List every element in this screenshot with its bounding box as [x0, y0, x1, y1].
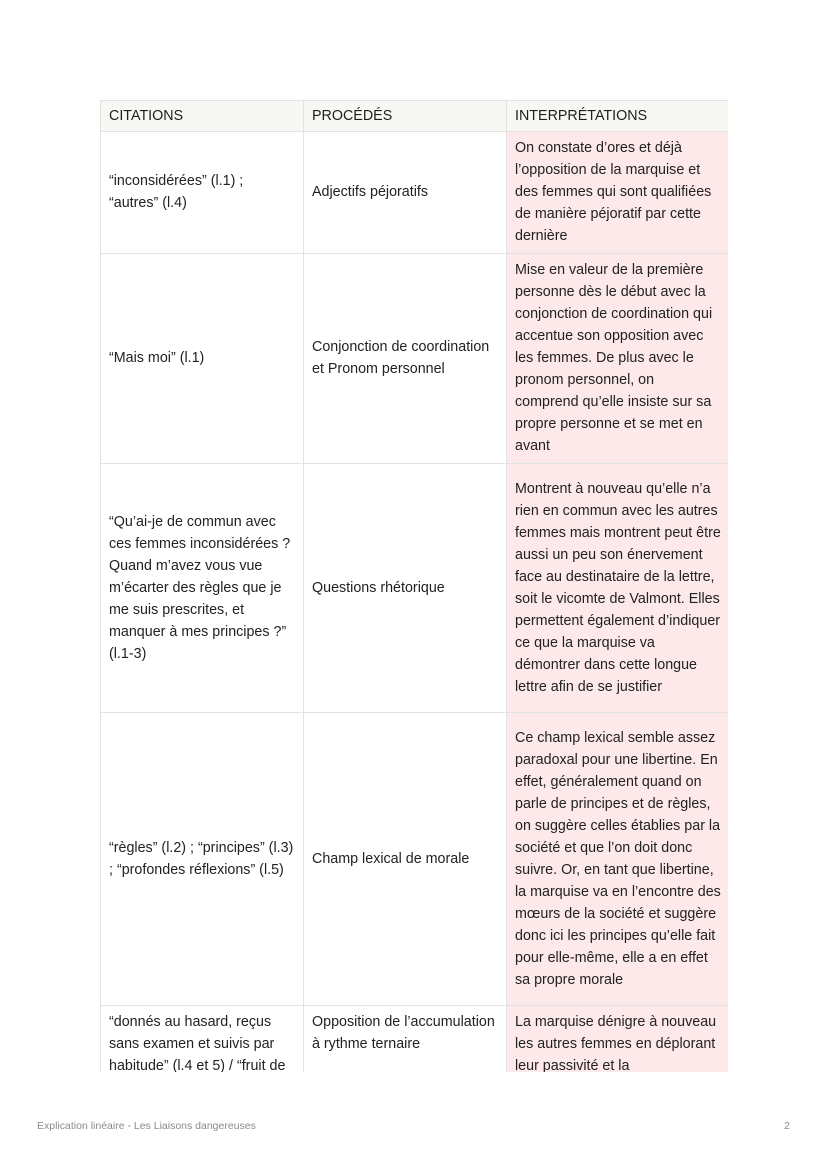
procede-cell: Questions rhétorique	[304, 464, 507, 713]
citation-cell: “Mais moi” (l.1)	[101, 254, 304, 464]
interpretation-cell: La marquise dénigre à nouveau les autres femmes en déplorant leur passivité et la	[507, 1006, 729, 1073]
interpretation-cell: On constate d’ores et déjà l’opposition de la marquise et des femmes qui sont qualifiées de manière péjoratif par cette dernière	[507, 132, 729, 254]
analysis-table-container	[100, 100, 728, 1072]
table-row	[101, 464, 729, 713]
table-header-row	[101, 101, 729, 132]
interpretation-cell: Ce champ lexical semble assez paradoxal pour une libertine. En effet, généralement quand on parle de principes et de règles, on suggère celles établies par la société et que l’on doit donc suivre. Or, en tant que libertine, la marquise va en l’encontre des mœurs de la société et suggère donc ici les principes qu’elle fait pour elle-même, elle a en effet sa propre morale	[507, 713, 729, 1006]
header-procedes: PROCÉDÉS	[304, 101, 507, 132]
citation-cell: “inconsidérées” (l.1) ; “autres” (l.4)	[101, 132, 304, 254]
citation-cell: “Qu’ai-je de commun avec ces femmes inconsidérées ? Quand m’avez vous vue m’écarter des règles que je me suis prescrites, et manquer à mes principes ?” (l.1-3)	[101, 464, 304, 713]
table-row	[101, 254, 729, 464]
procede-cell: Conjonction de coordination et Pronom personnel	[304, 254, 507, 464]
procede-cell: Champ lexical de morale	[304, 713, 507, 1006]
table-row	[101, 1006, 729, 1073]
footer-document-title: Explication linéaire - Les Liaisons dangereuses	[37, 1120, 256, 1132]
procede-cell: Opposition de l’accumulation à rythme ternaire	[304, 1006, 507, 1073]
procede-cell: Adjectifs péjoratifs	[304, 132, 507, 254]
interpretation-cell: Montrent à nouveau qu’elle n’a rien en commun avec les autres femmes mais montrent peut être aussi un peu son énervement face au destinataire de la lettre, soit le vicomte de Valmont. Elles permettent également d’indiquer ce que la marquise va démontrer dans cette longue lettre afin de se justifier	[507, 464, 729, 713]
header-interpretations: INTERPRÉTATIONS	[507, 101, 729, 132]
header-citations: CITATIONS	[101, 101, 304, 132]
table-row	[101, 132, 729, 254]
citation-cell: “donnés au hasard, reçus sans examen et suivis par habitude” (l.4 et 5) / “fruit de	[101, 1006, 304, 1073]
footer-page-number: 2	[784, 1120, 790, 1132]
citation-cell: “règles” (l.2) ; “principes” (l.3) ; “profondes réflexions” (l.5)	[101, 713, 304, 1006]
interpretation-cell: Mise en valeur de la première personne dès le début avec la conjonction de coordination qui accentue son opposition avec les femmes. De plus avec le pronom personnel, on comprend qu’elle insiste sur sa propre personne et se met en avant	[507, 254, 729, 464]
table-row	[101, 713, 729, 1006]
analysis-table	[100, 100, 728, 1072]
